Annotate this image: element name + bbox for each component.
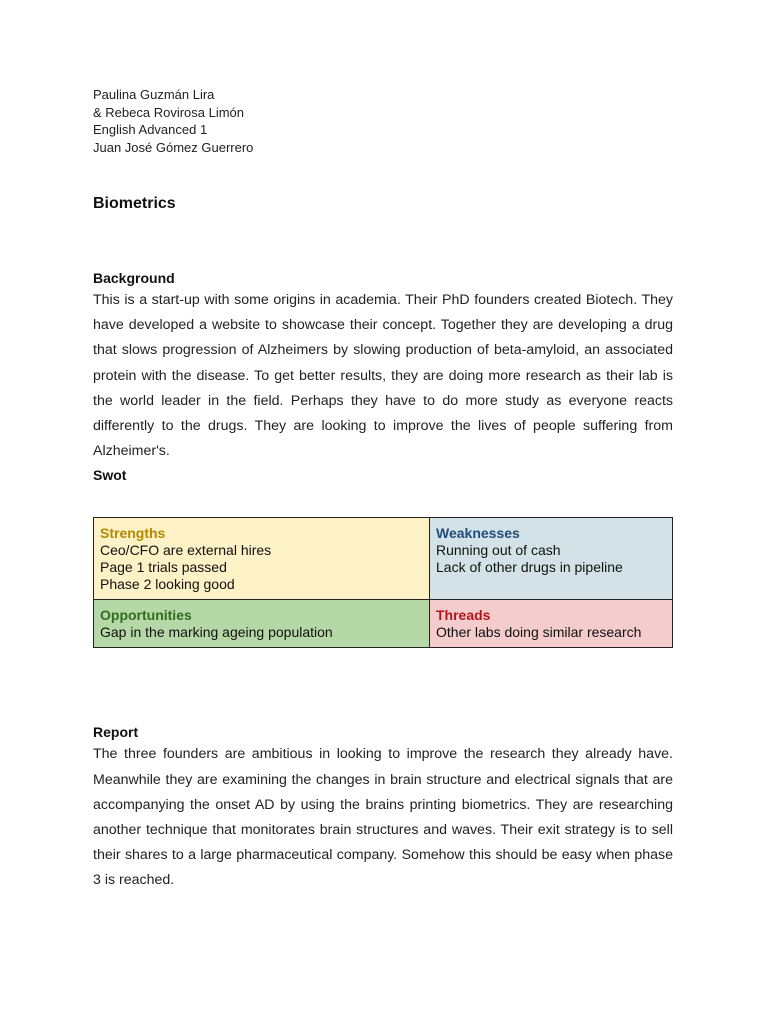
strengths-title: Strengths [100,525,166,542]
background-paragraph: This is a start-up with some origins in academia. Their PhD founders created Biotech. They have developed a website to showcase their concept. Together they are developing a drug that slows progression of Alzheimers by slowing production of beta-amyloid, an associated protein with the disease. To get better results, they are doing more research as their lab is the world leader in the field. Perhaps they have to do more study as everyone reacts differently to the drugs. They are looking to improve the lives of people suffering from Alzheimer's. [93,292,673,460]
swot-row [94,600,673,648]
strengths-item: Ceo/CFO are external hires [100,542,272,559]
swot-heading: Swot [93,467,127,484]
weaknesses-item: Running out of cash [436,542,561,559]
swot-row [94,518,673,600]
swot-opportunities-cell [94,600,430,648]
author-line: Juan José Gómez Guerrero [93,139,254,155]
weaknesses-item: Lack of other drugs in pipeline [436,559,623,576]
author-block [93,86,673,156]
threads-title: Threads [436,607,491,624]
author-line: & Rebeca Rovirosa Limón [93,104,245,120]
author-line: Paulina Guzmán Lira [93,87,215,102]
background-heading: Background [93,270,175,286]
strengths-item: Page 1 trials passed [100,559,227,576]
swot-strengths-cell [94,518,430,600]
opportunities-title: Opportunities [100,607,192,624]
opportunities-item: Gap in the marking ageing population [100,624,333,641]
document-page [93,86,673,894]
swot-weaknesses-cell [430,518,673,600]
swot-table [93,517,673,648]
strengths-item: Phase 2 looking good [100,576,235,593]
threads-item: Other labs doing similar research [436,624,642,641]
weaknesses-title: Weaknesses [436,525,520,542]
document-title: Biometrics [93,195,176,212]
report-paragraph: The three founders are ambitious in looking to improve the research they already have. Meanwhile they are examining the changes in brain structure and electrical signals that are accompanying the onset AD by using the brains printing biometrics. They are researching another technique that monitorates brain structures and waves. Their exit strategy is to sell their shares to a large pharmaceutical company. Somehow this should be easy when phase 3 is reached. [93,746,673,889]
swot-threads-cell [430,600,673,648]
report-heading: Report [93,724,139,741]
course-line: English Advanced 1 [93,122,208,137]
